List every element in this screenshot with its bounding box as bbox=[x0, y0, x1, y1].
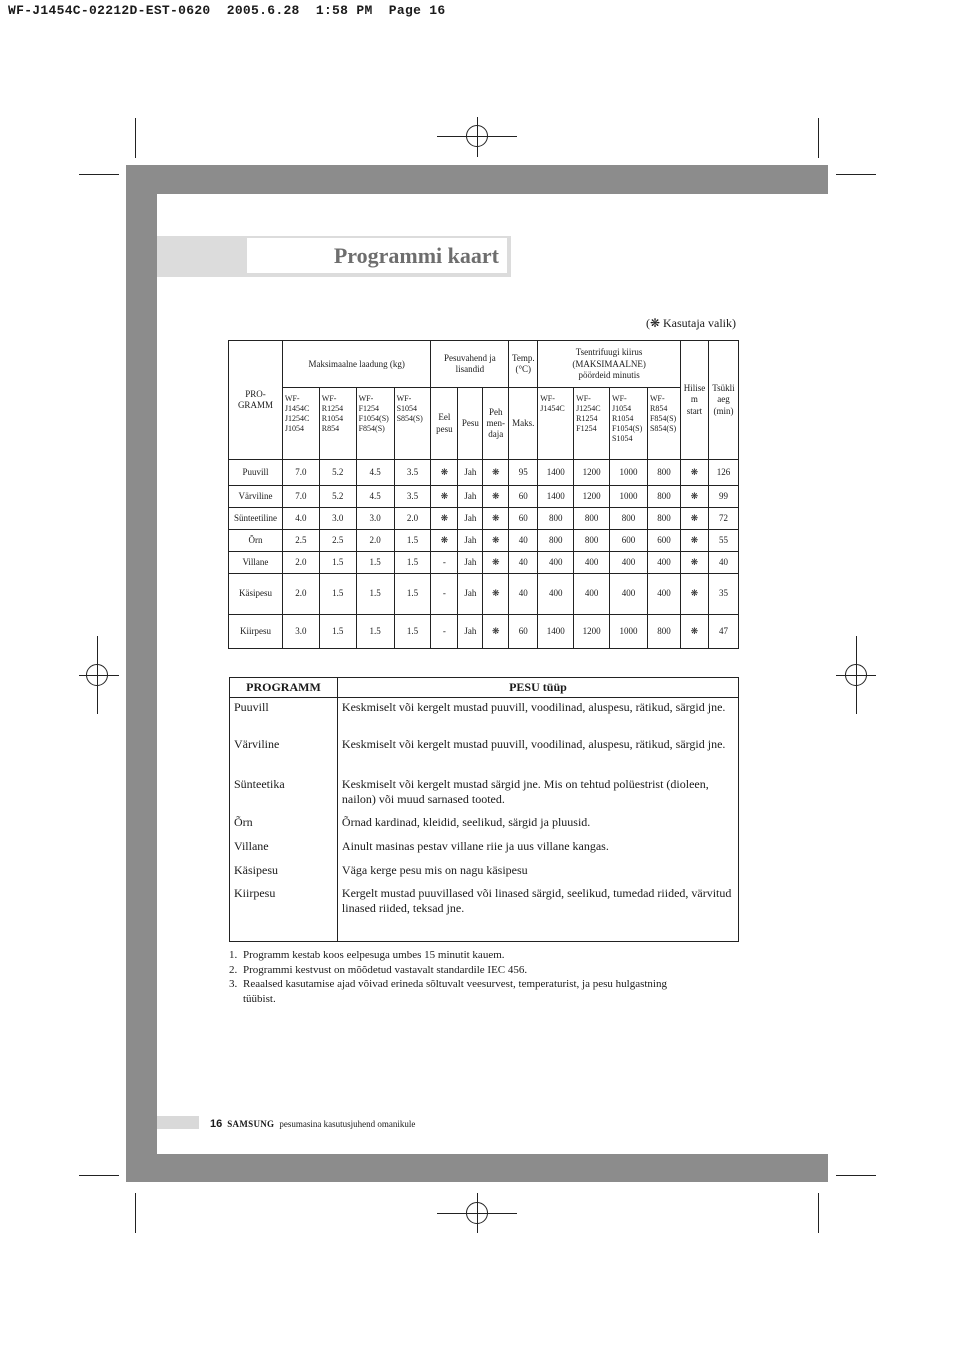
crop-mark bbox=[818, 118, 819, 158]
delay-start-header: Hilise m start bbox=[680, 341, 708, 460]
load-cell: 4.0 bbox=[282, 508, 319, 530]
wash-type-cell: Õrnad kardinad, kleidid, seelikud, särgid ja pluusid. bbox=[337, 813, 738, 837]
spin-cell: 1000 bbox=[610, 614, 648, 648]
print-header: WF-J1454C-02212D-EST-0620 2005.6.28 1:58 PM Page 16 bbox=[8, 3, 446, 18]
wash-program-cell: Villane bbox=[230, 837, 338, 861]
program-header: PRO- GRAMM bbox=[229, 341, 283, 460]
detergent-cell: - bbox=[431, 614, 458, 648]
wash-type-cell: Kergelt mustad puuvillased või linased särgid, seelikud, tumedad riided, värvitud linased riided, teksad jne. bbox=[337, 884, 738, 942]
load-cell: 1.5 bbox=[394, 530, 431, 552]
cycle-time-header: Tsükli aeg (min) bbox=[708, 341, 738, 460]
load-cell: 7.0 bbox=[282, 485, 319, 507]
load-cell: 2.0 bbox=[282, 574, 319, 614]
load-cell: 1.5 bbox=[319, 574, 356, 614]
delay-start-cell: ❋ bbox=[680, 485, 708, 507]
program-row bbox=[229, 508, 739, 530]
temp-cell: 95 bbox=[509, 459, 538, 485]
wash-row bbox=[230, 813, 739, 837]
spin-header: Tsentrifuugi kiirus (MAKSIMAALNE) pöördeid minutis bbox=[538, 341, 681, 388]
load-model-header: WF- J1454C J1254C J1054 bbox=[282, 388, 319, 459]
spin-cell: 1200 bbox=[574, 459, 610, 485]
load-cell: 2.5 bbox=[319, 530, 356, 552]
load-cell: 2.0 bbox=[356, 530, 394, 552]
wash-row bbox=[230, 735, 739, 775]
crop-mark bbox=[79, 174, 119, 175]
wash-program-cell: Värviline bbox=[230, 735, 338, 775]
detergent-cell: ❋ bbox=[483, 614, 509, 648]
footer-text: pesumasina kasutusjuhend omanikule bbox=[279, 1119, 416, 1129]
load-cell: 2.0 bbox=[394, 508, 431, 530]
spin-cell: 1400 bbox=[538, 459, 574, 485]
load-model-header: WF- R1254 R1054 R854 bbox=[319, 388, 356, 459]
load-model-header: WF- S1054 S854(S) bbox=[394, 388, 431, 459]
wash-type-cell: Keskmiselt või kergelt mustad puuvill, voodilinad, aluspesu, rätikud, särgid jne. bbox=[337, 735, 738, 775]
cycle-time-cell: 72 bbox=[708, 508, 738, 530]
spin-cell: 800 bbox=[647, 508, 680, 530]
legend-note: (❋ Kasutaja valik) bbox=[645, 316, 736, 330]
program-name-cell: Värviline bbox=[229, 485, 283, 507]
load-cell: 3.5 bbox=[394, 459, 431, 485]
detergent-cell: Jah bbox=[458, 574, 483, 614]
cycle-time-cell: 55 bbox=[708, 530, 738, 552]
spin-cell: 1200 bbox=[574, 485, 610, 507]
page-footer bbox=[210, 1118, 415, 1130]
prewash-header: Eel pesu bbox=[431, 388, 458, 459]
detergent-cell: Jah bbox=[458, 485, 483, 507]
delay-start-cell: ❋ bbox=[680, 459, 708, 485]
crop-mark bbox=[79, 1175, 119, 1176]
cycle-time-cell: 126 bbox=[708, 459, 738, 485]
cycle-time-cell: 35 bbox=[708, 574, 738, 614]
load-cell: 3.5 bbox=[394, 485, 431, 507]
load-cell: 1.5 bbox=[319, 614, 356, 648]
delay-start-cell: ❋ bbox=[680, 530, 708, 552]
wash-row bbox=[230, 698, 739, 735]
program-row bbox=[229, 614, 739, 648]
page-title: Programmi kaart bbox=[333, 242, 499, 268]
load-cell: 1.5 bbox=[356, 614, 394, 648]
spin-model-header: WF- J1054 R1054 F1054(S) S1054 bbox=[610, 388, 648, 459]
load-cell: 1.5 bbox=[394, 614, 431, 648]
detergent-header: Pesuvahend ja lisandid bbox=[431, 341, 509, 388]
spin-cell: 400 bbox=[574, 574, 610, 614]
spin-cell: 400 bbox=[610, 552, 648, 574]
program-name-cell: Kiirpesu bbox=[229, 614, 283, 648]
spin-cell: 600 bbox=[610, 530, 648, 552]
load-cell: 5.2 bbox=[319, 485, 356, 507]
program-row bbox=[229, 530, 739, 552]
max-temp-header: Maks. bbox=[509, 388, 538, 459]
wash-type-cell: Väga kerge pesu mis on nagu käsipesu bbox=[337, 861, 738, 884]
program-name-cell: Sünteetiline bbox=[229, 508, 283, 530]
wash-row bbox=[230, 884, 739, 942]
page-frame-left bbox=[126, 165, 157, 1182]
spin-cell: 1400 bbox=[538, 614, 574, 648]
temp-cell: 60 bbox=[509, 614, 538, 648]
spin-cell: 800 bbox=[647, 485, 680, 507]
title-box bbox=[247, 238, 507, 273]
crop-mark bbox=[135, 118, 136, 158]
program-name-cell: Õrn bbox=[229, 530, 283, 552]
detergent-cell: Jah bbox=[458, 552, 483, 574]
detergent-cell: ❋ bbox=[483, 552, 509, 574]
program-table bbox=[228, 340, 739, 649]
spin-cell: 800 bbox=[647, 614, 680, 648]
spin-cell: 400 bbox=[574, 552, 610, 574]
program-name-cell: Puuvill bbox=[229, 459, 283, 485]
softener-header: Peh men- daja bbox=[483, 388, 509, 459]
spin-cell: 800 bbox=[610, 508, 648, 530]
cycle-time-cell: 47 bbox=[708, 614, 738, 648]
crop-mark bbox=[818, 1193, 819, 1233]
detergent-cell: ❋ bbox=[431, 485, 458, 507]
load-cell: 3.0 bbox=[319, 508, 356, 530]
detergent-cell: ❋ bbox=[431, 508, 458, 530]
load-model-header: WF- F1254 F1054(S) F854(S) bbox=[356, 388, 394, 459]
wash-program-cell: Õrn bbox=[230, 813, 338, 837]
cycle-time-cell: 40 bbox=[708, 552, 738, 574]
spin-cell: 400 bbox=[538, 574, 574, 614]
spin-cell: 400 bbox=[610, 574, 648, 614]
wash-program-header: PROGRAMM bbox=[230, 678, 338, 698]
detergent-cell: Jah bbox=[458, 508, 483, 530]
spin-cell: 800 bbox=[538, 508, 574, 530]
wash-program-cell: Puuvill bbox=[230, 698, 338, 735]
load-cell: 5.2 bbox=[319, 459, 356, 485]
wash-header: Pesu bbox=[458, 388, 483, 459]
program-name-cell: Käsipesu bbox=[229, 574, 283, 614]
spin-cell: 800 bbox=[574, 508, 610, 530]
detergent-cell: Jah bbox=[458, 459, 483, 485]
temp-cell: 40 bbox=[509, 574, 538, 614]
wash-type-header: PESU tüüp bbox=[337, 678, 738, 698]
detergent-cell: ❋ bbox=[483, 459, 509, 485]
detergent-cell: ❋ bbox=[483, 574, 509, 614]
spin-cell: 400 bbox=[647, 552, 680, 574]
crop-mark bbox=[836, 174, 876, 175]
load-cell: 7.0 bbox=[282, 459, 319, 485]
crop-mark bbox=[836, 1175, 876, 1176]
program-row bbox=[229, 552, 739, 574]
wash-type-cell: Ainult masinas pestav villane riie ja uus villane kangas. bbox=[337, 837, 738, 861]
max-load-header: Maksimaalne laadung (kg) bbox=[282, 341, 431, 388]
spin-cell: 800 bbox=[574, 530, 610, 552]
temp-cell: 40 bbox=[509, 530, 538, 552]
load-cell: 1.5 bbox=[394, 552, 431, 574]
spin-model-header: WF- R854 F854(S) S854(S) bbox=[647, 388, 680, 459]
wash-row bbox=[230, 861, 739, 884]
spin-cell: 600 bbox=[647, 530, 680, 552]
program-row bbox=[229, 485, 739, 507]
wash-type-cell: Keskmiselt või kergelt mustad särgid jne. Mis on tehtud polüestrist (dioleen, nailon) või muud sarnased tooted. bbox=[337, 775, 738, 813]
wash-program-cell: Sünteetika bbox=[230, 775, 338, 813]
load-cell: 4.5 bbox=[356, 485, 394, 507]
program-name-cell: Villane bbox=[229, 552, 283, 574]
spin-cell: 1400 bbox=[538, 485, 574, 507]
wash-row bbox=[230, 837, 739, 861]
spin-model-header: WF- J1254C R1254 F1254 bbox=[574, 388, 610, 459]
spin-cell: 1200 bbox=[574, 614, 610, 648]
page-frame-top bbox=[126, 165, 828, 194]
wash-program-cell: Käsipesu bbox=[230, 861, 338, 884]
wash-program-cell: Kiirpesu bbox=[230, 884, 338, 942]
load-cell: 1.5 bbox=[319, 552, 356, 574]
temp-cell: 60 bbox=[509, 508, 538, 530]
program-row bbox=[229, 459, 739, 485]
wash-type-table bbox=[229, 677, 739, 942]
program-row bbox=[229, 574, 739, 614]
delay-start-cell: ❋ bbox=[680, 574, 708, 614]
detergent-cell: - bbox=[431, 552, 458, 574]
load-cell: 4.5 bbox=[356, 459, 394, 485]
load-cell: 2.0 bbox=[282, 552, 319, 574]
spin-cell: 800 bbox=[538, 530, 574, 552]
footnote: 2. Programmi kestvust on mõõdetud vastavalt standardile IEC 456. bbox=[229, 963, 528, 976]
footnote: 3. Reaalsed kasutamise ajad võivad erineda sõltuvalt veesurvest, temperaturist, ja pesu hulgastning tüübist. bbox=[229, 978, 667, 1005]
spin-cell: 400 bbox=[647, 574, 680, 614]
footnote: 1. Programm kestab koos eelpesuga umbes 15 minutit kauem. bbox=[229, 949, 505, 961]
detergent-cell: ❋ bbox=[431, 530, 458, 552]
detergent-cell: ❋ bbox=[431, 459, 458, 485]
load-cell: 1.5 bbox=[356, 574, 394, 614]
detergent-cell: ❋ bbox=[483, 530, 509, 552]
spin-model-header: WF- J1454C bbox=[538, 388, 574, 459]
wash-type-cell: Keskmiselt või kergelt mustad puuvill, voodilinad, aluspesu, rätikud, särgid jne. bbox=[337, 698, 738, 735]
load-cell: 3.0 bbox=[356, 508, 394, 530]
footnotes bbox=[229, 948, 699, 1006]
brand-name: SAMSUNG bbox=[227, 1119, 275, 1129]
detergent-cell: Jah bbox=[458, 614, 483, 648]
load-cell: 1.5 bbox=[356, 552, 394, 574]
page-number: 16 bbox=[210, 1118, 223, 1130]
temp-cell: 40 bbox=[509, 552, 538, 574]
spin-cell: 1000 bbox=[610, 485, 648, 507]
detergent-cell: - bbox=[431, 574, 458, 614]
load-cell: 2.5 bbox=[282, 530, 319, 552]
page-number-tab bbox=[157, 1116, 199, 1129]
delay-start-cell: ❋ bbox=[680, 508, 708, 530]
delay-start-cell: ❋ bbox=[680, 552, 708, 574]
temp-header: Temp. (°C) bbox=[509, 341, 538, 388]
spin-cell: 1000 bbox=[610, 459, 648, 485]
temp-cell: 60 bbox=[509, 485, 538, 507]
detergent-cell: ❋ bbox=[483, 485, 509, 507]
wash-row bbox=[230, 775, 739, 813]
cycle-time-cell: 99 bbox=[708, 485, 738, 507]
page-frame-bottom bbox=[126, 1154, 828, 1182]
delay-start-cell: ❋ bbox=[680, 614, 708, 648]
crop-mark bbox=[135, 1193, 136, 1233]
spin-cell: 800 bbox=[647, 459, 680, 485]
detergent-cell: Jah bbox=[458, 530, 483, 552]
load-cell: 1.5 bbox=[394, 574, 431, 614]
detergent-cell: ❋ bbox=[483, 508, 509, 530]
spin-cell: 400 bbox=[538, 552, 574, 574]
load-cell: 3.0 bbox=[282, 614, 319, 648]
